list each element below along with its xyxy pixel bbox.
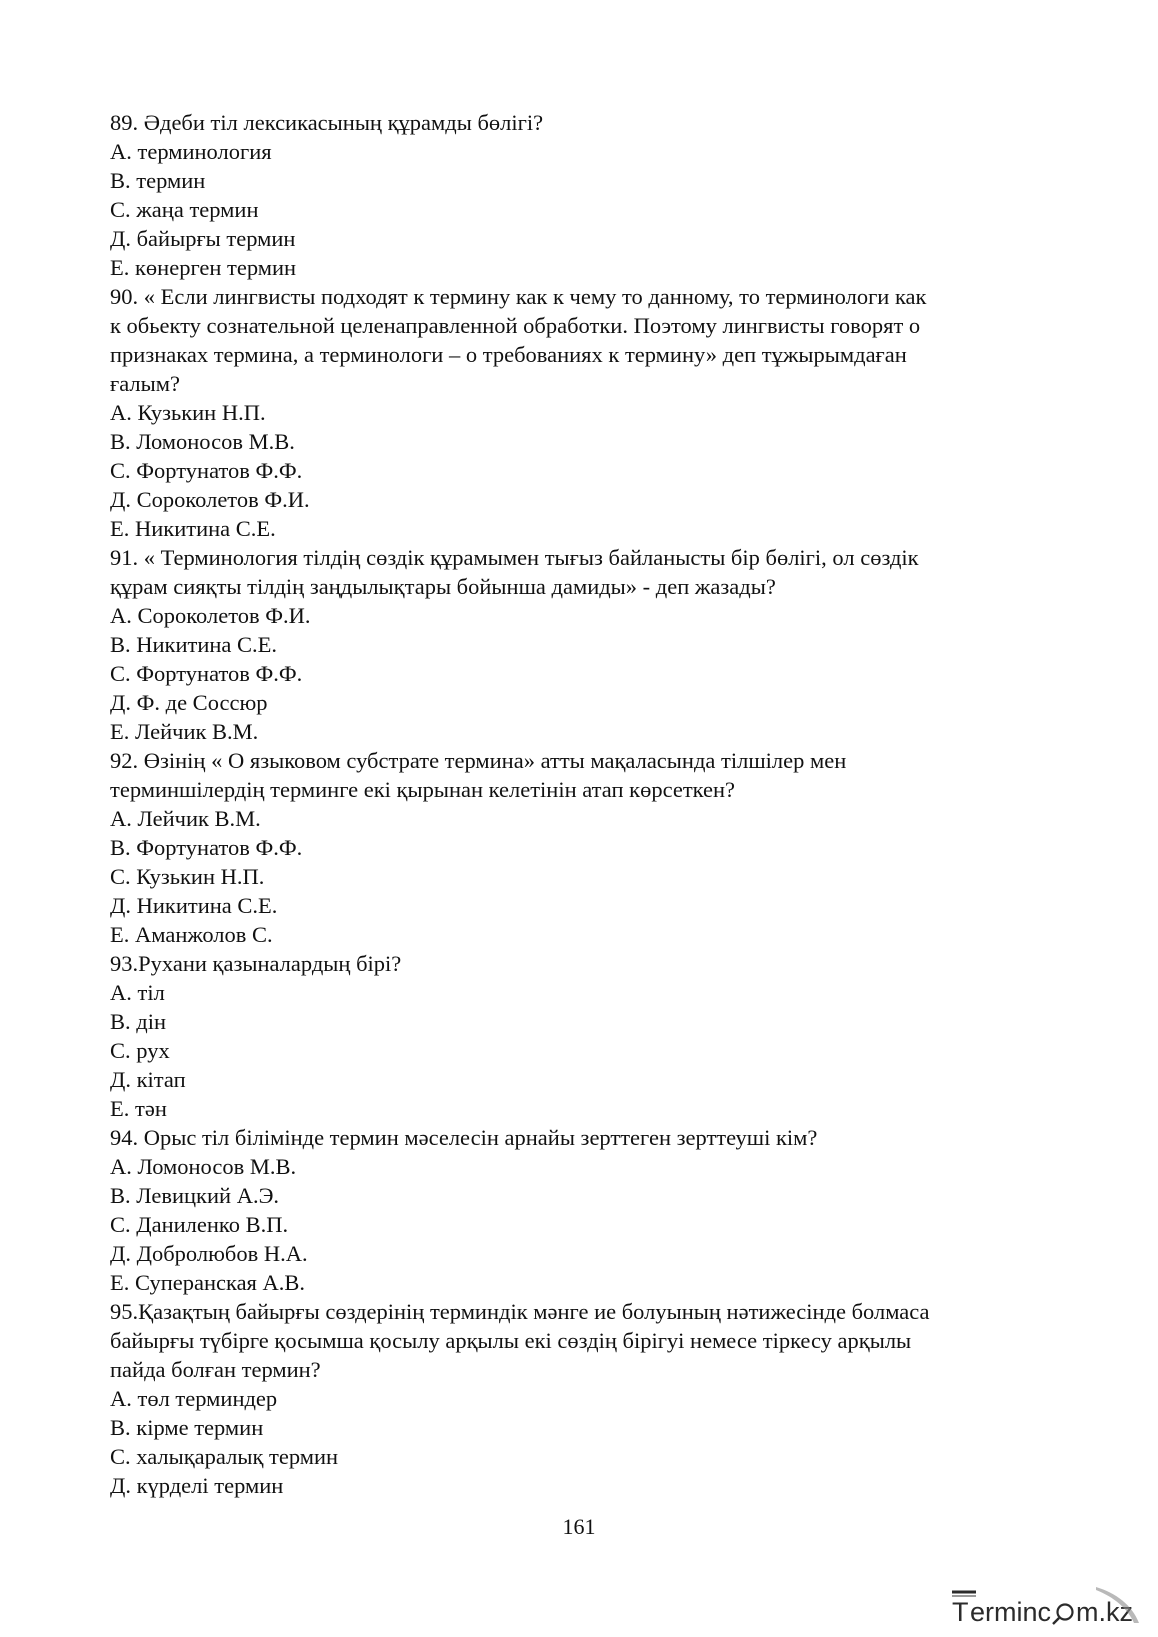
answer-option: В. Ломоносов М.В. (110, 429, 295, 454)
answer-option: А. Кузькин Н.П. (110, 400, 266, 425)
question-90-cont: признаках термина, а терминологи – о требованиях к термину» деп тұжырымдаған (110, 342, 907, 367)
answer-option: Е. Никитина С.Е. (110, 516, 276, 541)
answer-option: С. рух (110, 1038, 170, 1063)
question-90-cont: ғалым? (110, 371, 180, 396)
termincom-logo (946, 1583, 1146, 1629)
question-95-cont: пайда болған термин? (110, 1357, 321, 1382)
answer-option: В. дін (110, 1009, 166, 1034)
answer-option: А. Ломоносов М.В. (110, 1154, 297, 1179)
answer-option: С. Фортунатов Ф.Ф. (110, 458, 303, 483)
logo-text-middle: erminc (970, 1597, 1052, 1627)
answer-option: Д. Сороколетов Ф.И. (110, 487, 310, 512)
magnifier-icon (1053, 1605, 1073, 1625)
answer-option: С. Даниленко В.П. (110, 1212, 289, 1237)
answer-option: Д. Ф. де Соссюр (110, 690, 268, 715)
question-92: 92. Өзінің « О языковом субстрате термина» атты мақаласында тілшілер мен (110, 748, 847, 773)
question-list (110, 108, 1040, 1500)
answer-option: С. халықаралық термин (110, 1444, 339, 1469)
answer-option: С. Фортунатов Ф.Ф. (110, 661, 303, 686)
answer-option: Е. Лейчик В.М. (110, 719, 259, 744)
answer-option: А. терминология (110, 139, 272, 164)
answer-option: Д. байырғы термин (110, 226, 296, 251)
answer-option: Д. күрделі термин (110, 1473, 284, 1498)
answer-option: Е. Аманжолов С. (110, 922, 273, 947)
answer-option: Е. Суперанская А.В. (110, 1270, 306, 1295)
termincom-logo-mark (952, 1592, 976, 1596)
answer-option: Е. көнерген термин (110, 255, 297, 280)
question-90-cont: к обьекту сознательной целенаправленной обработки. Поэтому лингвисты говорят о (110, 313, 921, 338)
answer-option: А. Лейчик В.М. (110, 806, 261, 831)
answer-option: Д. Никитина С.Е. (110, 893, 278, 918)
question-91-cont: құрам сияқты тілдің заңдылықтары бойынша дамиды» - деп жазады? (110, 574, 776, 599)
question-89: 89. Әдеби тіл лексикасының құрамды бөлігі? (110, 110, 544, 135)
answer-option: В. Левицкий А.Э. (110, 1183, 280, 1208)
question-94: 94. Орыс тіл білімінде термин мәселесін арнайы зерттеген зерттеуші кім? (110, 1125, 818, 1150)
question-91: 91. « Терминология тілдің сөздік құрамымен тығыз байланысты бір бөлігі, ол сөздік (110, 545, 919, 570)
answer-option: Д. кітап (110, 1067, 186, 1092)
question-90: 90. « Если лингвисты подходят к термину как к чему то данному, то терминологи как (110, 284, 927, 309)
answer-option: В. кірме термин (110, 1415, 264, 1440)
logo-text-suffix: m.kz (1076, 1597, 1133, 1627)
answer-option: А. Сороколетов Ф.И. (110, 603, 311, 628)
answer-option: В. Фортунатов Ф.Ф. (110, 835, 303, 860)
answer-option: С. жаңа термин (110, 197, 259, 222)
question-93: 93.Рухани қазыналардың бірі? (110, 951, 402, 976)
answer-option: Д. Добролюбов Н.А. (110, 1241, 308, 1266)
answer-option: А. төл терминдер (110, 1386, 278, 1411)
page-number: 161 (562, 1514, 596, 1539)
question-92-cont: терминшілердің терминге екі қырынан келетінін атап көрсеткен? (110, 777, 736, 802)
logo-letter-t: T (952, 1597, 969, 1627)
answer-option: В. Никитина С.Е. (110, 632, 278, 657)
question-95-cont: байырғы түбірге қосымша қосылу арқылы екі сөздің бірігуі немесе тіркесу арқылы (110, 1328, 912, 1353)
answer-option: С. Кузькин Н.П. (110, 864, 265, 889)
answer-option: А. тіл (110, 980, 165, 1005)
answer-option: В. термин (110, 168, 206, 193)
answer-option: Е. тән (110, 1096, 167, 1121)
question-95: 95.Қазақтың байырғы сөздерінің терминдік мәнге ие болуының нәтижесінде болмаса (110, 1299, 930, 1324)
